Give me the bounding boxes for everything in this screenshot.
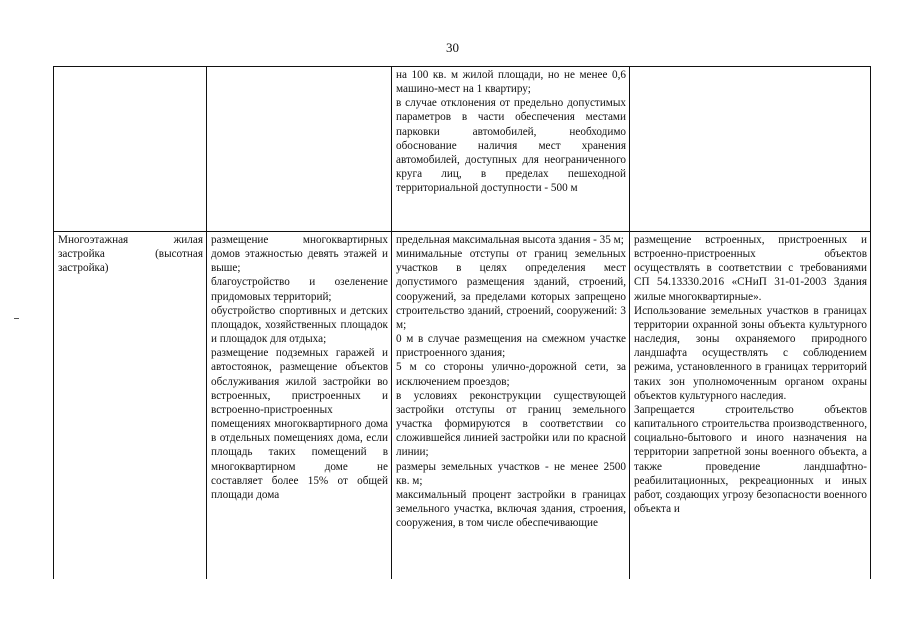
cell-paragraph: минимальные отступы от границ земельных участков в целях определения мест допустимого размещения зданий, строений, сооружений, за пределами которых запрещено строительство зданий, строений, сооружений: 3 м; <box>396 248 626 331</box>
cell-paragraph: в случае отклонения от предельно допустимых параметров в части обеспечения местами парковки автомобилей, необходимо обоснование наличия мест хранения автомобилей, доступных для неограниченного круга лиц, в пределах пешеходной территориальной доступности - 500 м <box>396 97 626 195</box>
cell-paragraph: благоустройство и озеленение придомовых территорий; <box>211 276 388 303</box>
cell-paragraph: предельная максимальная высота здания - 35 м; <box>396 234 624 246</box>
table-row <box>54 67 871 232</box>
table-cell-zone <box>54 67 207 232</box>
cell-paragraph: Запрещается строительство объектов капитального строительства производственного, социально-бытового и иного назначения на территории запретной зоны военного объекта, а также проведение ландшафтно-реабилитационных, рекреационных и иных работ, создающих угрозу безопасности военного объекта и <box>634 403 867 515</box>
margin-mark <box>14 318 19 319</box>
cell-paragraph: размеры земельных участков - не менее 2500 кв. м; <box>396 460 626 487</box>
zone-name: Многоэтажная жилая застройка (высотная застройка) <box>58 234 203 275</box>
cell-paragraph: Использование земельных участков в границах территории охранной зоны объекта культурного наследия, зоны охраняемого природного ландшафта осуществлять с соблюдением режима, установленного в границах территорий таких зон уполномоченным органом охраны объектов культурного наследия. <box>634 304 867 402</box>
table-cell-zone <box>54 232 207 580</box>
cell-paragraph: максимальный процент застройки в границах земельного участка, включая здания, строения, сооружения, в том числе обеспечивающие <box>396 488 626 530</box>
table-cell-parameters <box>392 67 630 232</box>
table-cell-main-uses <box>207 232 392 580</box>
table-cell-restrictions <box>630 67 871 232</box>
cell-paragraph: размещение встроенных, пристроенных и встроенно-пристроенных объектов осуществлять в соответствии с требованиями СП 54.13330.2016 «СНиП 31-01-2003 Здания жилые многоквартирные». <box>634 234 867 303</box>
table-cell-main-uses <box>207 67 392 232</box>
cell-paragraph: 5 м со стороны улично-дорожной сети, за исключением проездов; <box>396 361 626 388</box>
zoning-table <box>53 66 871 579</box>
cell-paragraph: размещение подземных гаражей и автостоянок, размещение объектов обслуживания жилой застройки во встроенных, пристроенных и встроенно-пристроенных помещениях многоквартирного дома в отдельных помещениях дома, если площадь таких помещений в многоквартирном доме не составляет более 15% от общей площади дома <box>211 347 388 501</box>
table-cell-restrictions <box>630 232 871 580</box>
cell-paragraph: 0 м в случае размещения на смежном участке пристроенного здания; <box>396 333 626 360</box>
cell-paragraph: в условиях реконструкции существующей застройки отступы от границ земельного участка формируются в соответствии со сложившейся линией застройки или по красной линии; <box>396 389 626 459</box>
page-number: 30 <box>446 40 459 55</box>
table-row <box>54 232 871 580</box>
cell-paragraph: обустройство спортивных и детских площадок, хозяйственных площадок и площадок для отдыха; <box>211 304 388 346</box>
table-cell-parameters <box>392 232 630 580</box>
cell-paragraph: на 100 кв. м жилой площади, но не менее 0,6 машино-мест на 1 квартиру; <box>396 69 626 96</box>
cell-paragraph: размещение многоквартирных домов этажностью девять этажей и выше; <box>211 234 388 275</box>
